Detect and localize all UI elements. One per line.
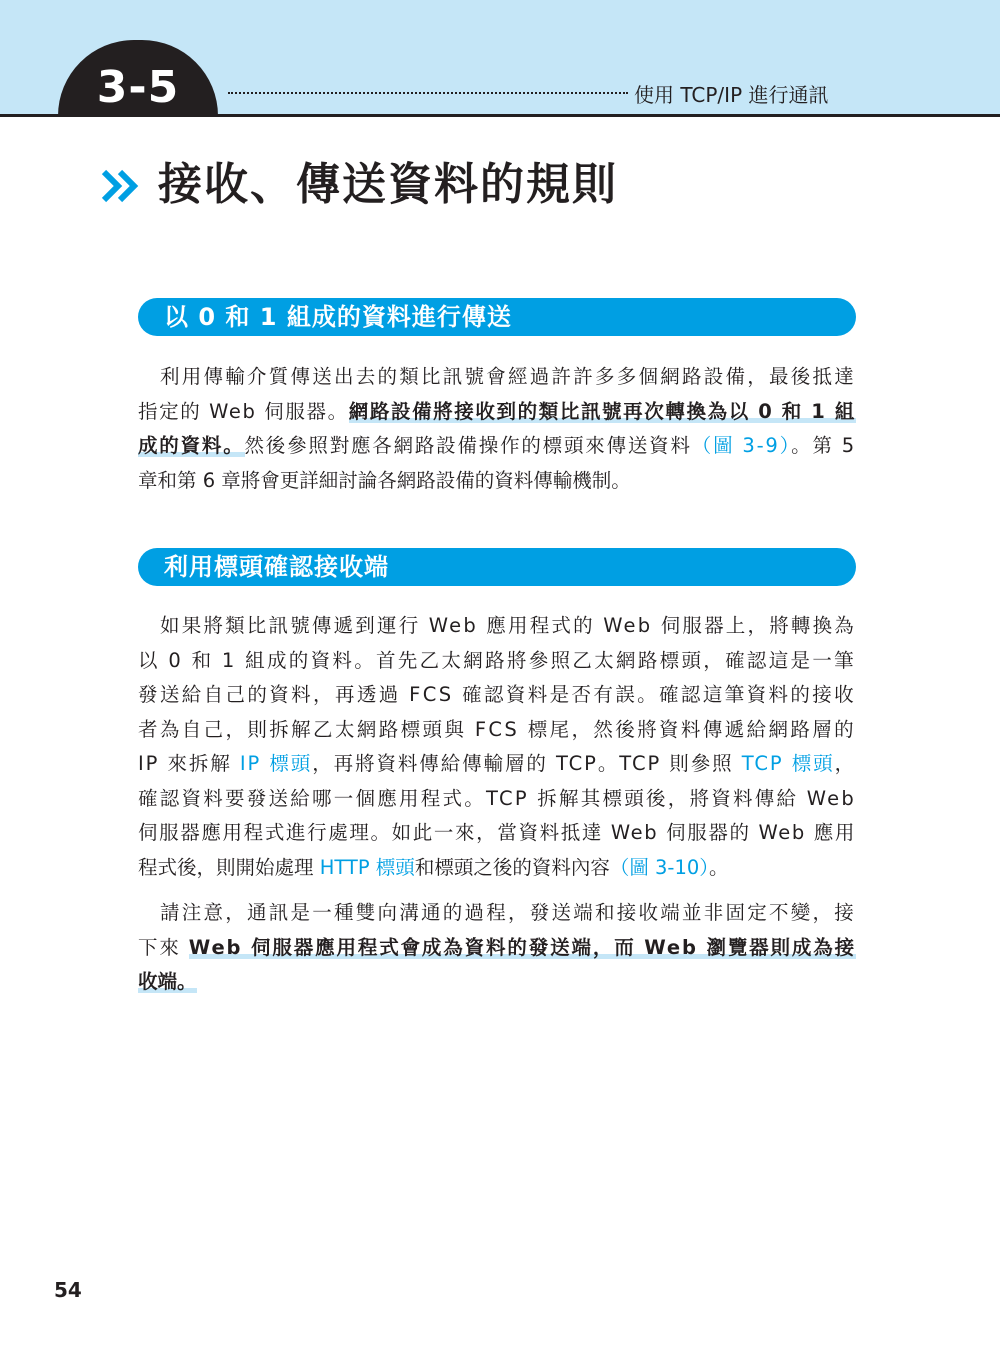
text-line [138, 782, 856, 817]
body-text: 伺服器應用程式進行處理。如此一來，當資料抵達 Web 伺服器的 Web 應用 [138, 821, 856, 844]
body-text: 。第 5 [791, 434, 856, 457]
text-line [138, 678, 856, 713]
text-line [138, 395, 856, 430]
text-line [138, 816, 856, 851]
body-text: 指定的 Web 伺服器。 [138, 399, 349, 423]
highlighted-text: 網路設備將接收到的類比訊號再次轉換為以 0 和 1 組 [348, 399, 856, 423]
text-line [138, 713, 856, 748]
text-line [138, 429, 856, 464]
highlighted-text: Web 伺服器應用程式會成為資料的發送端，而 Web 瀏覽器則成為接 [188, 935, 856, 959]
body-text: 和標頭之後的資料內容 [414, 855, 610, 879]
highlighted-text: 收端。 [138, 970, 197, 993]
section-heading: 利用標頭確認接收端 [164, 553, 389, 581]
paragraph [138, 896, 856, 1000]
reference-text: HTTP 標頭 [319, 855, 415, 879]
text-line [138, 464, 856, 499]
page-number: 54 [54, 1278, 82, 1302]
body-text: 然後參照對應各網路設備操作的標頭來傳送資料 [244, 434, 692, 457]
body-text: 者為自己，則拆解乙太網路標頭與 FCS 標尾，然後將資料傳遞給網路層的 [138, 717, 856, 741]
body-text: IP 來拆解 [138, 752, 240, 775]
text-line [138, 965, 856, 1000]
highlighted-text: 成的資料。 [138, 434, 245, 457]
body-text: 章和第 6 章將會更詳細討論各網路設備的資料傳輸機制。 [138, 468, 631, 492]
text-line [138, 747, 856, 782]
body-text: 。 [709, 855, 729, 879]
chapter-number: 3-5 [96, 62, 180, 113]
body-text: 如果將類比訊號傳遞到運行 Web 應用程式的 Web 伺服器上，將轉換為 [160, 614, 856, 637]
text-line [138, 931, 856, 966]
body-text: 程式後，則開始處理 [138, 855, 320, 879]
paragraph [138, 360, 856, 498]
body-text: 利用傳輸介質傳送出去的類比訊號會經過許許多多個網路設備，最後抵達 [160, 365, 856, 388]
body-text: 請注意，通訊是一種雙向溝通的過程，發送端和接收端並非固定不變，接 [160, 901, 856, 924]
section-heading: 以 0 和 1 組成的資料進行傳送 [164, 303, 512, 331]
body-text: 發送給自己的資料，再透過 FCS 確認資料是否有誤。確認這筆資料的接收 [138, 683, 856, 706]
double-chevron-right-icon [100, 166, 140, 206]
reference-text: （圖 3-10） [609, 855, 710, 879]
reference-text: （圖 3-9） [691, 434, 792, 457]
body-text: ，再將資料傳給傳輸層的 TCP。TCP 則參照 [312, 752, 742, 775]
paragraph [138, 609, 856, 885]
text-line [138, 851, 856, 886]
section-heading-bar [138, 298, 856, 336]
body-text: 下來 [138, 935, 189, 959]
text-line [138, 644, 856, 679]
header-dotted-leader [228, 92, 628, 94]
body-text: ， [834, 752, 856, 775]
body-text: 確認資料要發送給哪一個應用程式。TCP 拆解其標頭後，將資料傳給 Web [138, 786, 856, 810]
page-title: 接收、傳送資料的規則 [158, 159, 618, 210]
section-heading-bar [138, 548, 856, 586]
text-line [138, 609, 856, 644]
header-section-label: 使用 TCP/IP 進行通訊 [634, 83, 829, 107]
reference-text: IP 標頭 [239, 752, 313, 775]
text-line [138, 896, 856, 931]
body-text: 以 0 和 1 組成的資料。首先乙太網路將參照乙太網路標頭，確認這是一筆 [138, 648, 856, 672]
text-line [138, 360, 856, 395]
reference-text: TCP 標頭 [741, 752, 835, 775]
